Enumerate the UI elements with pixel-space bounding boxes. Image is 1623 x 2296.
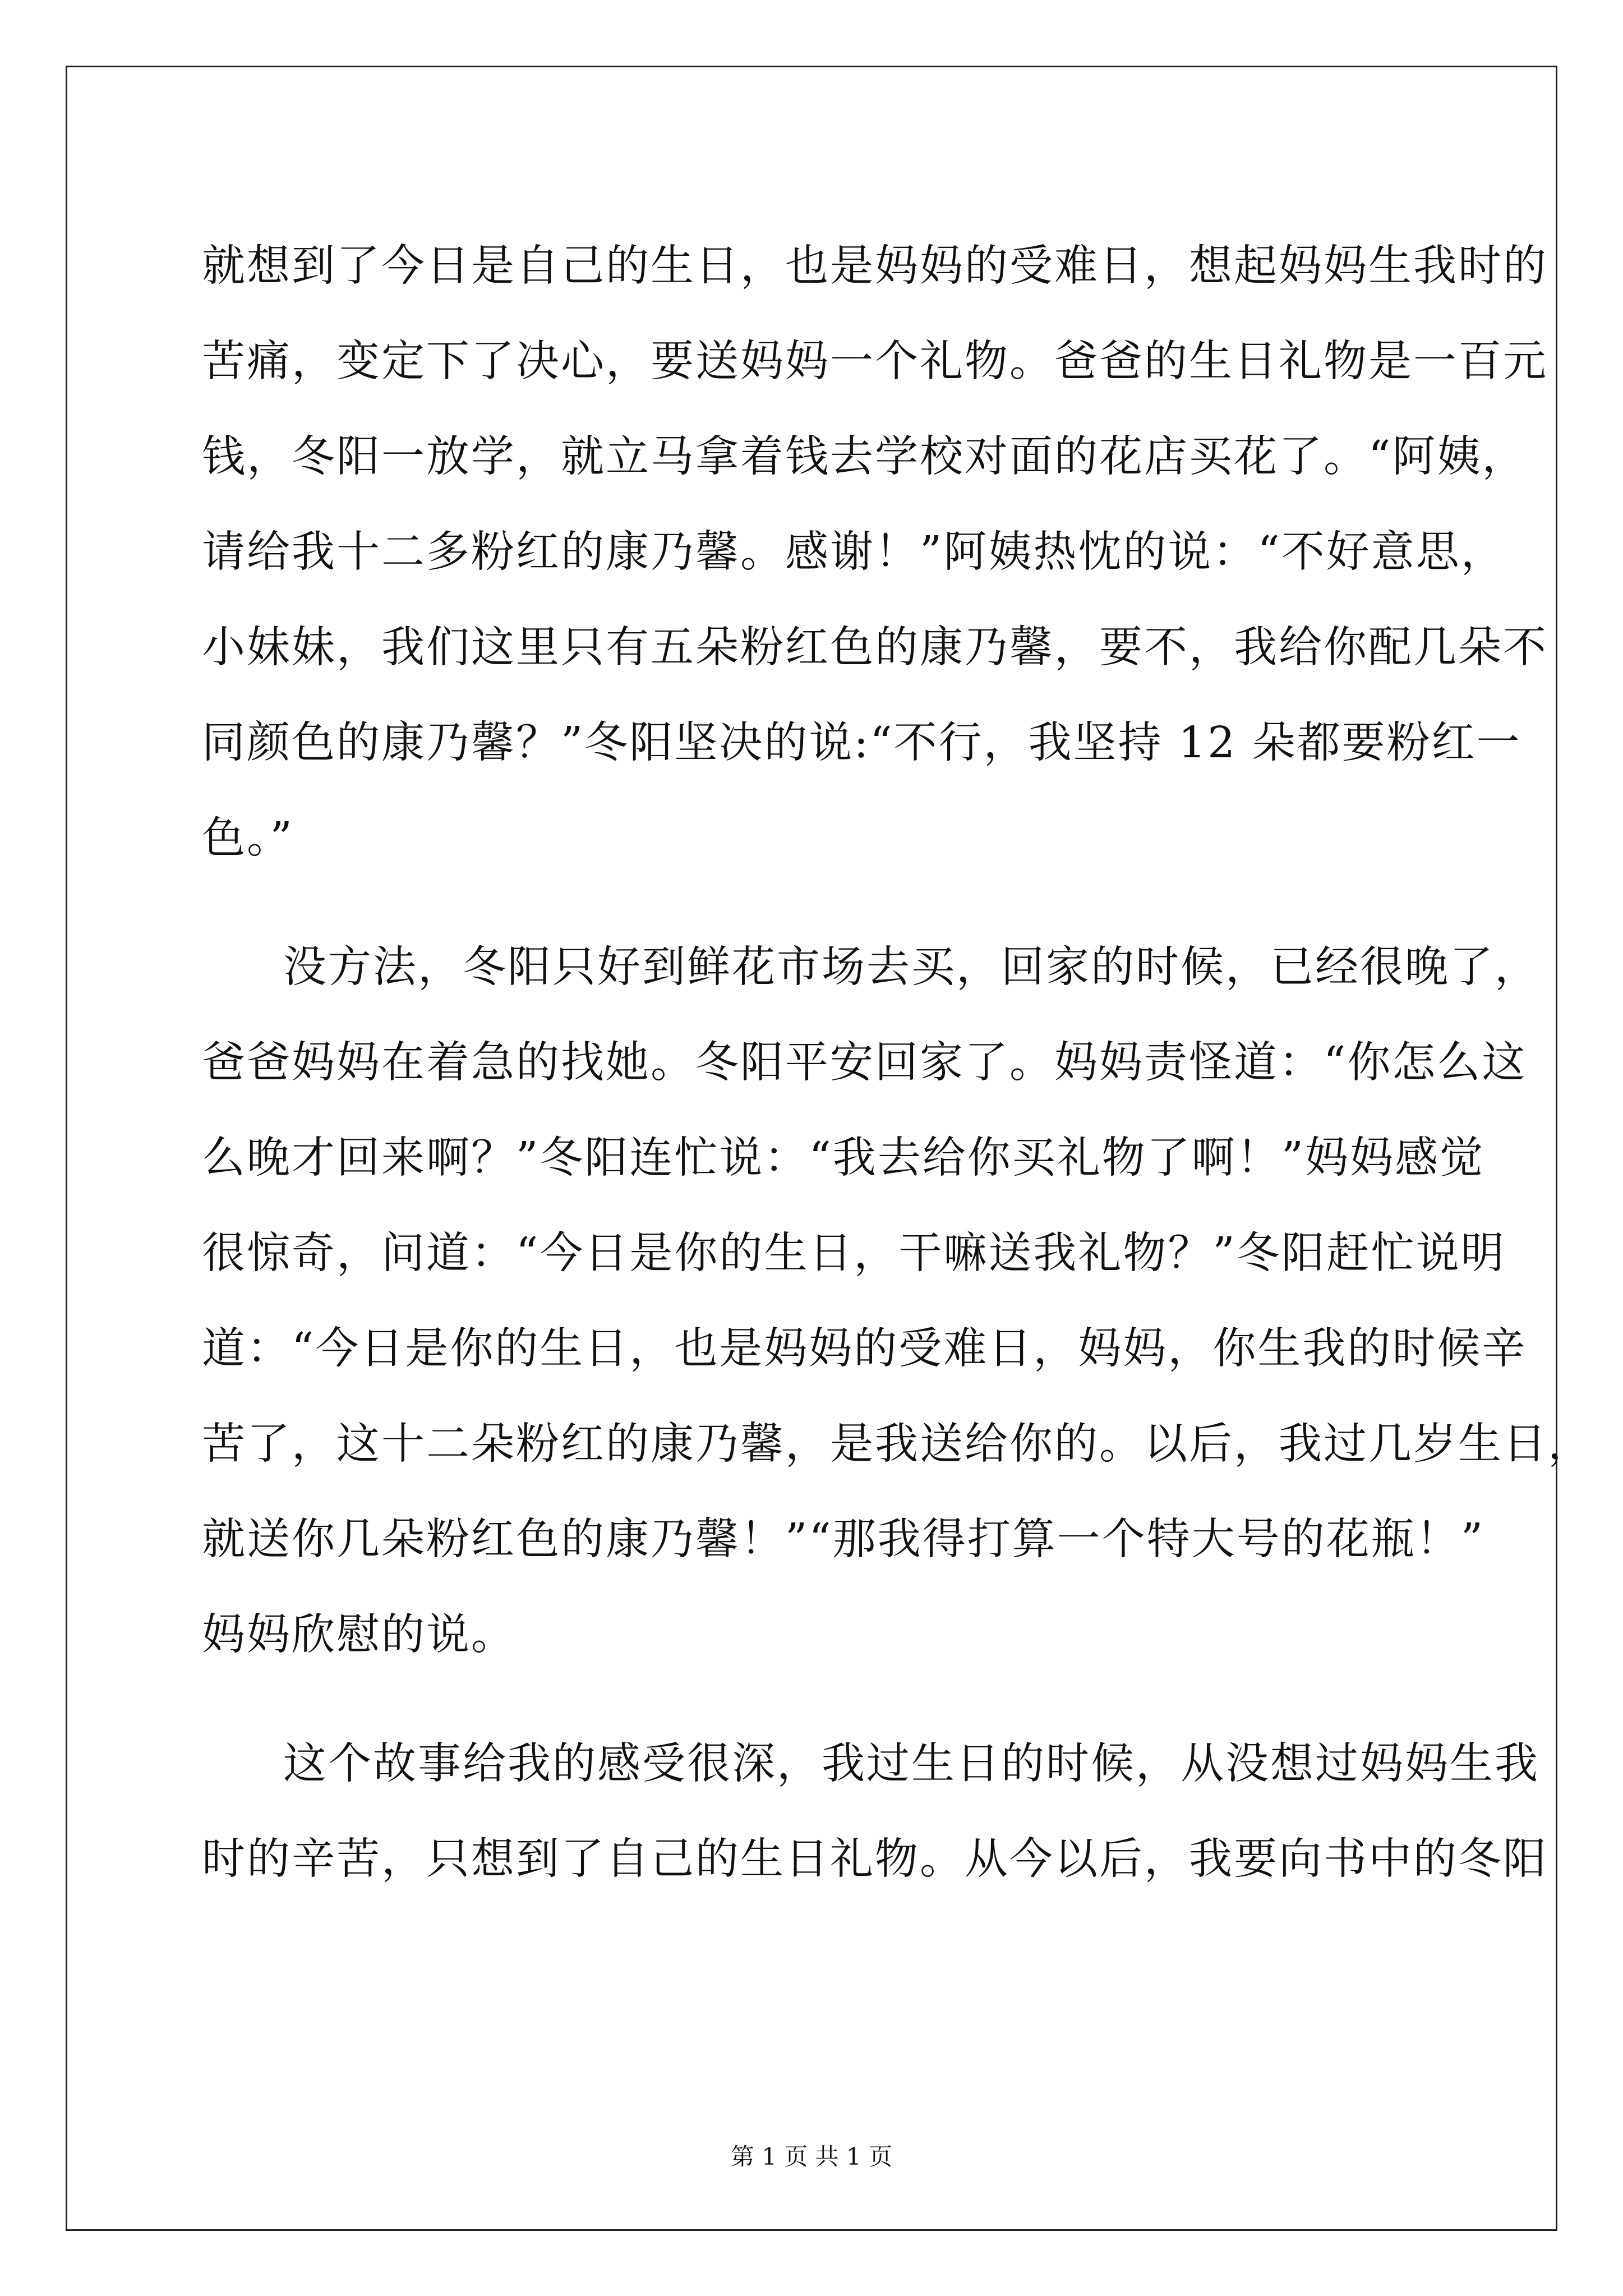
text-line: 么晚才回来啊？”冬阳连忙说：“我去给你买礼物了啊！”妈妈感觉 xyxy=(202,1133,1485,1183)
text-line: 道：“今日是你的生日，也是妈妈的受难日，妈妈，你生我的时候辛 xyxy=(202,1324,1527,1374)
text-line: 没方法，冬阳只好到鲜花市场去买，回家的时候，已经很晚了， xyxy=(283,942,1539,992)
page-footer xyxy=(0,2140,1623,2174)
text-line: 就送你几朵粉红色的康乃馨！”“那我得打算一个特大号的花瓶！” xyxy=(202,1515,1485,1565)
page-number: 第 1 页 共 1 页 xyxy=(730,2143,893,2170)
text-line: 色。” xyxy=(202,813,294,863)
text-line: 妈妈欣慰的说。 xyxy=(202,1610,516,1660)
text-line: 苦了，这十二朵粉红的康乃馨，是我送给你的。以后，我过几岁生日， xyxy=(202,1419,1593,1469)
text-line: 就想到了今日是自己的生日，也是妈妈的受难日，想起妈妈生我时的 xyxy=(202,241,1548,291)
document-body xyxy=(202,219,1593,1907)
paragraph-gap xyxy=(202,1683,1430,1717)
text-line: 同颜色的康乃馨？”冬阳坚决的说:“不行，我坚持 12 朵都要粉红一 xyxy=(202,718,1521,768)
paragraph-3 xyxy=(202,1717,1548,1907)
text-line: 苦痛，变定下了决心，要送妈妈一个礼物。爸爸的生日礼物是一百元 xyxy=(202,337,1548,386)
text-line: 钱，冬阳一放学，就立马拿着钱去学校对面的花店买花了。“阿姨， xyxy=(202,432,1527,482)
text-line: 小妹妹，我们这里只有五朵粉红色的康乃馨，要不，我给你配几朵不 xyxy=(202,623,1548,673)
text-line: 请给我十二多粉红的康乃馨。感谢！”阿姨热忱的说：“不好意思， xyxy=(202,527,1506,577)
paragraph-gap xyxy=(202,886,1430,920)
text-line: 爸爸妈妈在着急的找她。冬阳平安回家了。妈妈责怪道：“你怎么这 xyxy=(202,1038,1527,1088)
paragraph-2 xyxy=(202,920,1593,1683)
text-line: 很惊奇，问道：“今日是你的生日，干嘛送我礼物？”冬阳赶忙说明 xyxy=(202,1228,1506,1278)
text-line: 时的辛苦，只想到了自己的生日礼物。从今以后，我要向书中的冬阳 xyxy=(202,1834,1548,1884)
text-line: 这个故事给我的感受很深，我过生日的时候，从没想过妈妈生我 xyxy=(283,1739,1539,1789)
paragraph-1 xyxy=(202,219,1548,886)
